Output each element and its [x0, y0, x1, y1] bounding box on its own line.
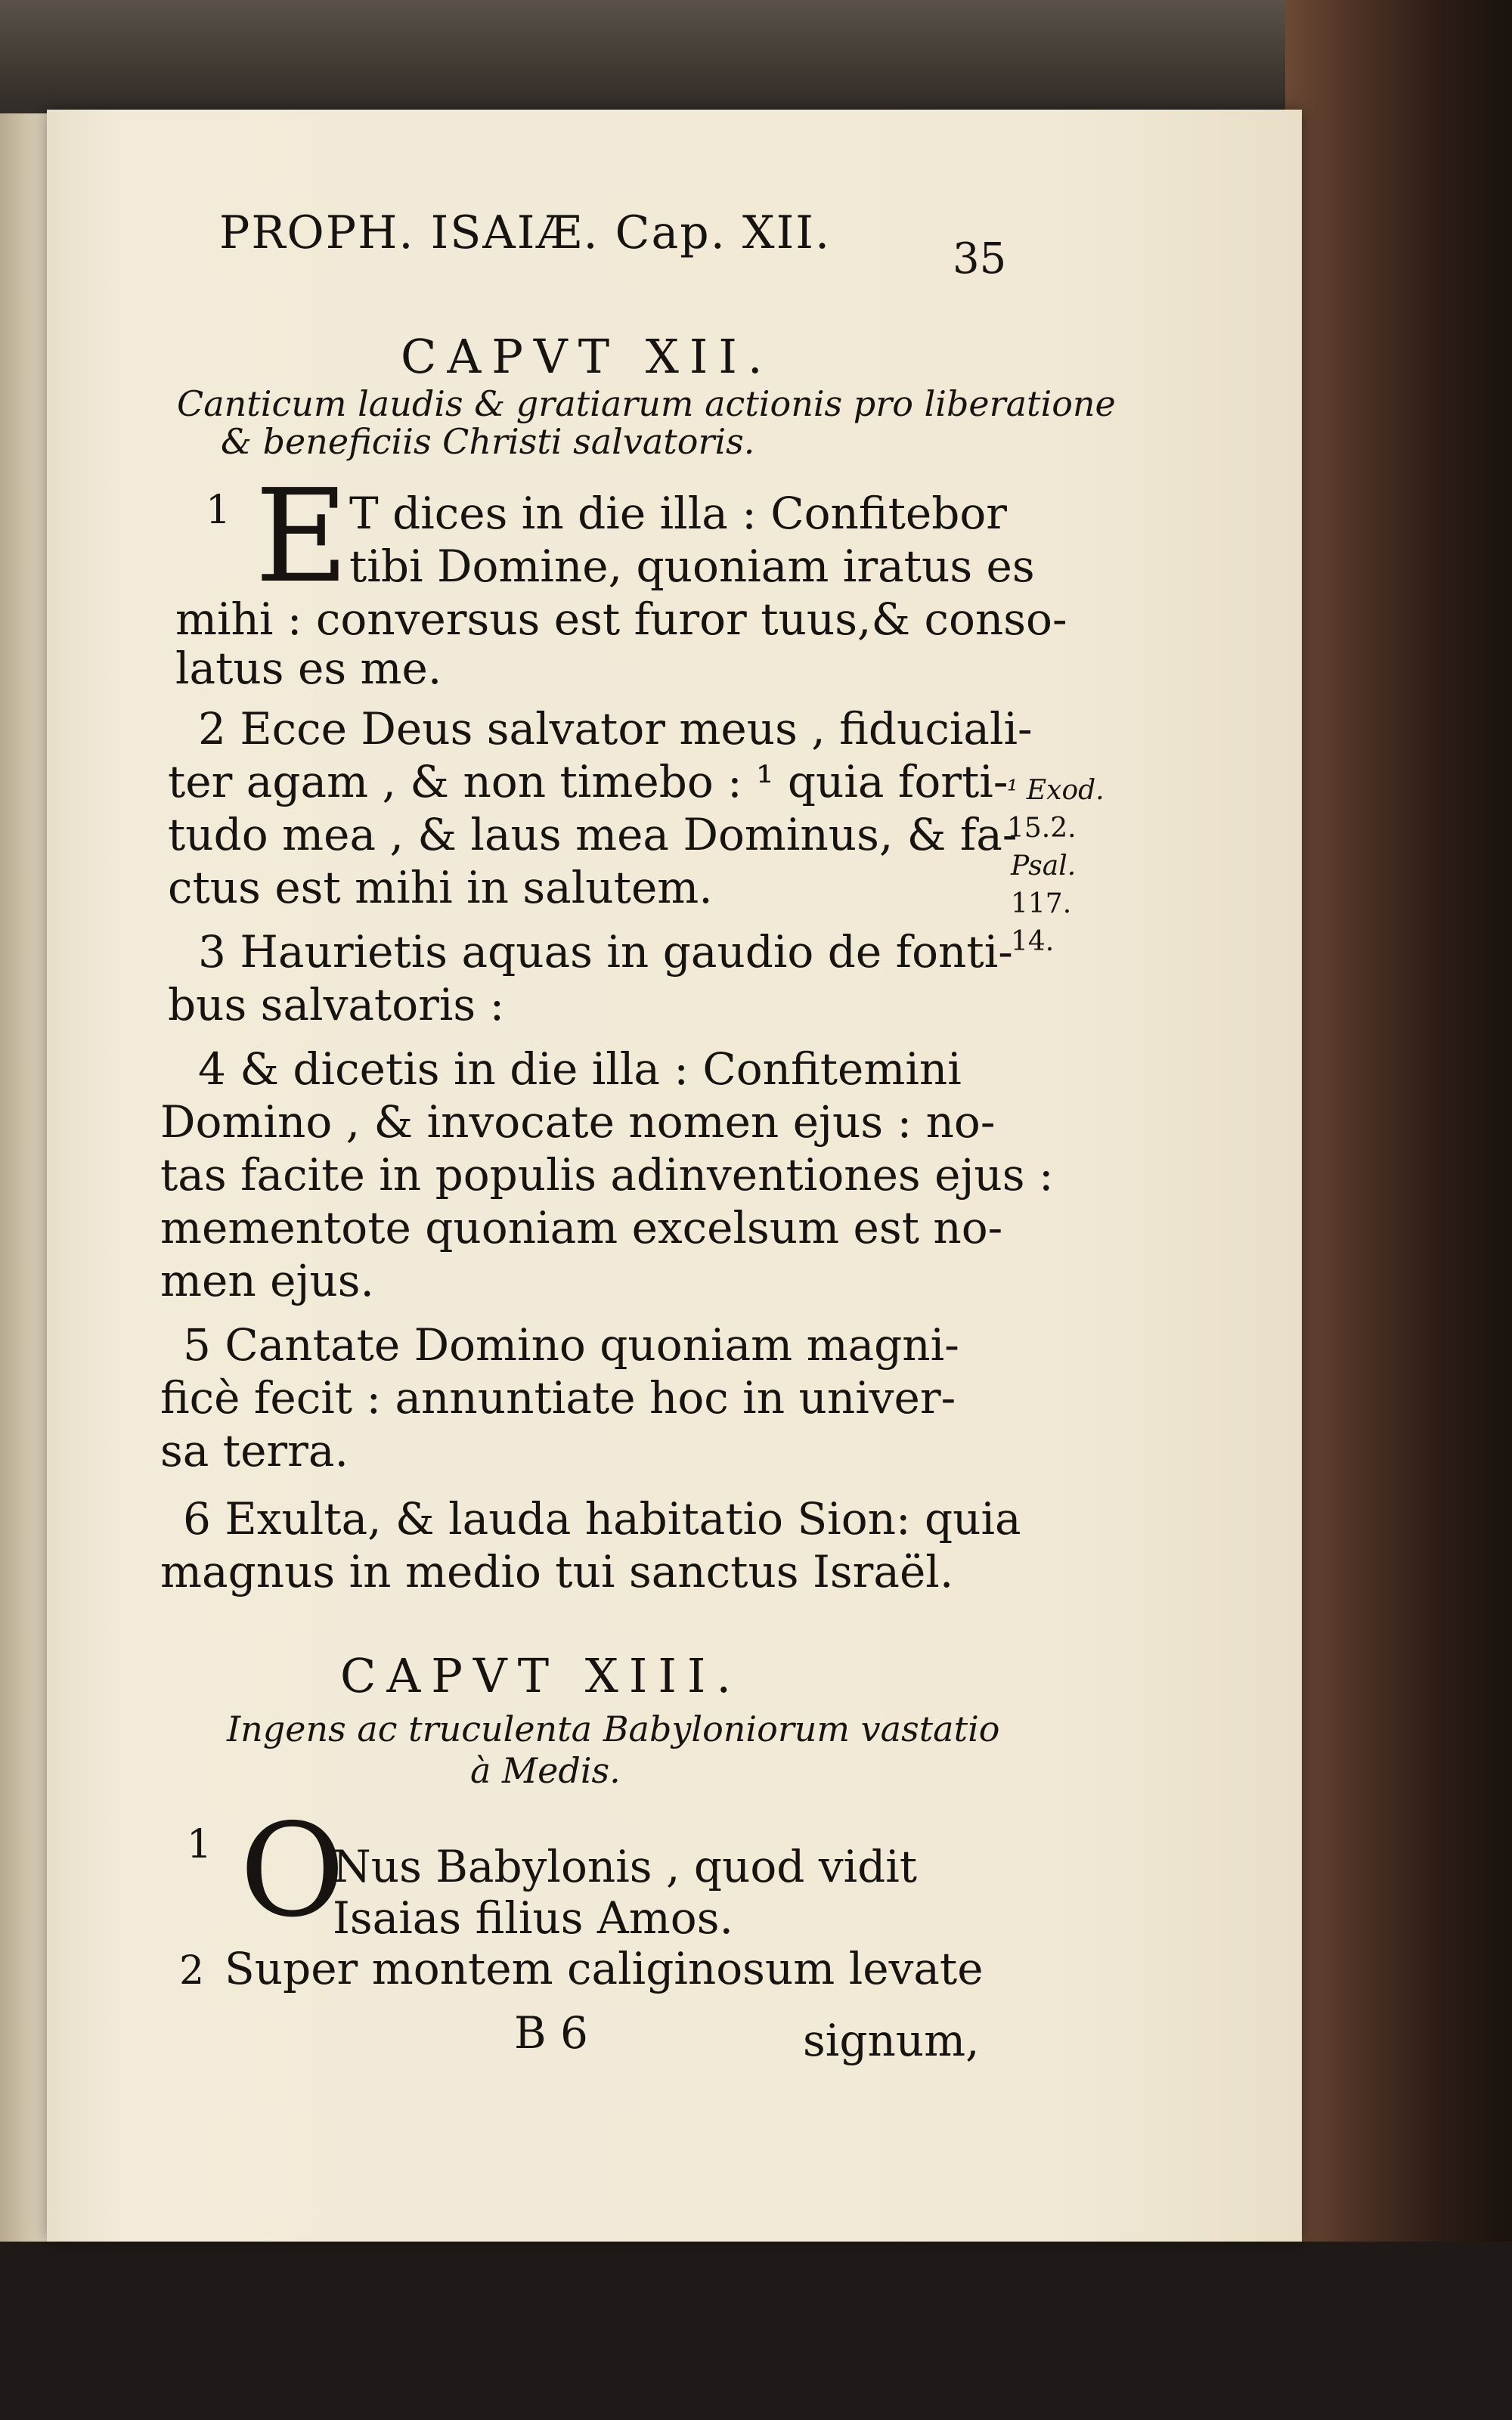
signature-mark: B 6: [514, 2007, 588, 2059]
chapter-12-heading: CAPVT XII.: [401, 329, 773, 384]
background-bottom: [0, 2242, 1512, 2420]
margin-note-5: 14.: [1011, 926, 1055, 957]
catchword: signum,: [803, 2015, 980, 2066]
verse-12-4-line-1: 4 & dicetis in die illa : Confitemini: [198, 1043, 962, 1095]
verse-12-5-line-3: sa terra.: [160, 1425, 349, 1476]
margin-note-1: ¹ Exod.: [1007, 775, 1105, 806]
verse-12-2-line-4: ctus est mihi in salutem.: [168, 862, 713, 913]
book-cover-right: [1285, 0, 1512, 2420]
verse-12-6-line-1: 6 Exulta, & lauda habitatio Sion: quia: [183, 1493, 1021, 1545]
verse-12-1-drop-cap: E: [255, 462, 349, 612]
verse-12-3-line-1: 3 Haurietis aquas in gaudio de fonti-: [198, 926, 1013, 978]
verse-12-4-line-3: tas facite in populis adinventiones ejus :: [160, 1149, 1054, 1201]
verse-12-4-line-4: mementote quoniam excelsum est no-: [160, 1202, 1003, 1253]
verse-12-2-line-3: tudo mea , & laus mea Dominus, & fa-: [168, 809, 1018, 860]
verse-13-2-number: 2: [179, 1948, 205, 1994]
verse-13-1-drop-cap: O: [240, 1796, 345, 1946]
page-number: 35: [953, 234, 1007, 284]
margin-note-3: Psal.: [1011, 851, 1077, 882]
verse-12-5-line-2: ficè fecit : annuntiate hoc in univer-: [160, 1372, 956, 1424]
verse-13-2-line-1: Super montem caliginosum levate: [225, 1943, 984, 1994]
running-head: PROPH. ISAIÆ. Cap. XII.: [219, 206, 832, 259]
chapter-13-heading: CAPVT XIII.: [340, 1648, 742, 1703]
verse-12-3-line-2: bus salvatoris :: [168, 979, 505, 1030]
verse-12-1-number: 1: [206, 488, 231, 533]
margin-note-4: 117.: [1011, 888, 1072, 919]
verse-12-6-line-2: magnus in medio tui sanctus Israël.: [160, 1546, 954, 1597]
verse-13-1-number: 1: [187, 1822, 212, 1867]
chapter-13-summary-line-1: Ingens ac truculenta Babyloniorum vastatio: [227, 1709, 1000, 1749]
verse-12-1-line-1: T dices in die illa : Confitebor: [349, 488, 1007, 539]
verse-12-1-line-3: mihi : conversus est furor tuus,& conso-: [175, 593, 1067, 645]
chapter-12-summary-line-2: & beneficiis Christi salvatoris.: [221, 421, 755, 462]
verse-13-1-line-2: Isaias filius Amos.: [333, 1892, 733, 1944]
verse-12-4-line-2: Domino , & invocate nomen ejus : no-: [160, 1096, 996, 1148]
verse-13-1-line-1: Nus Babylonis , quod vidit: [333, 1841, 918, 1892]
verse-12-1-line-4: latus es me.: [175, 643, 442, 694]
verse-12-4-line-5: men ejus.: [160, 1255, 374, 1306]
verse-12-2-line-1: 2 Ecce Deus salvator meus , fiduciali-: [198, 703, 1033, 755]
verse-12-5-line-1: 5 Cantate Domino quoniam magni-: [183, 1319, 959, 1371]
chapter-12-summary-line-1: Canticum laudis & gratiarum actionis pro liberatione: [177, 383, 1116, 424]
left-page-edge: [0, 113, 53, 2253]
margin-note-2: 15.2.: [1007, 813, 1077, 844]
verse-12-2-line-2: ter agam , & non timebo : ¹ quia forti-: [168, 756, 1009, 807]
book-page: [47, 110, 1302, 2242]
verse-12-1-line-2: tibi Domine, quoniam iratus es: [349, 541, 1035, 592]
chapter-13-summary-line-2: à Medis.: [470, 1750, 621, 1791]
